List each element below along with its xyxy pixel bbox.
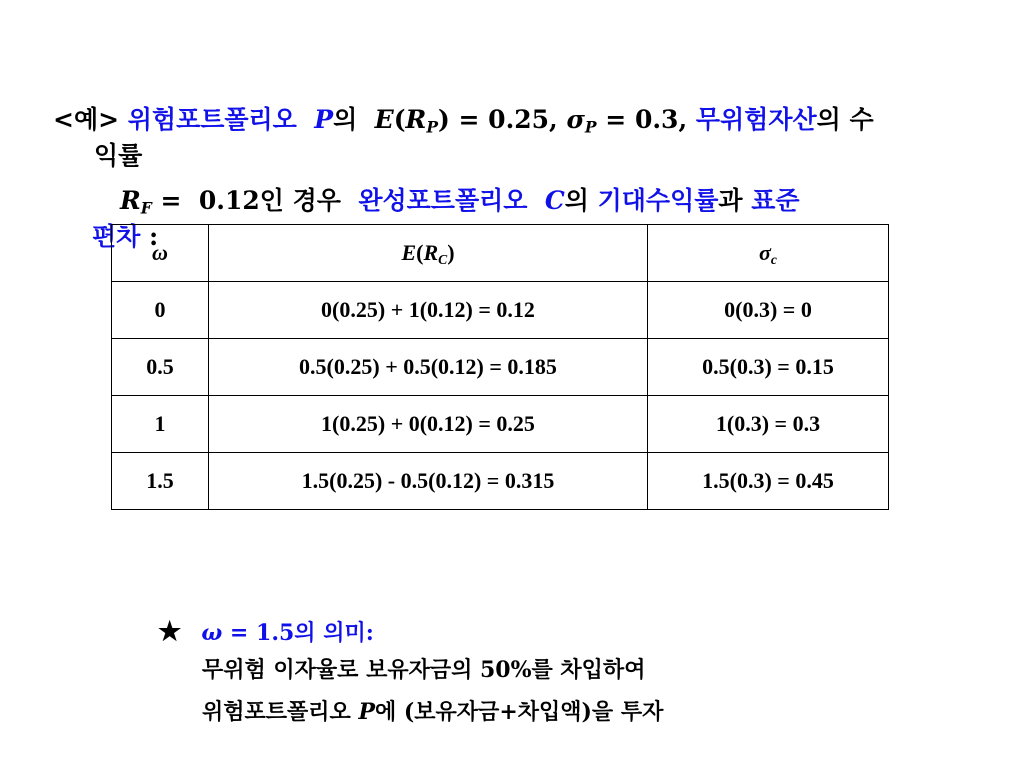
return-subscript-p: P: [426, 117, 438, 137]
note-heading: [158, 617, 374, 648]
rf-value: 0.12: [198, 186, 260, 215]
risk-free-rate-symbol: R: [120, 186, 141, 215]
sd-value: = 0.3,: [605, 105, 688, 134]
note-line-2: [202, 697, 663, 727]
expected-return-term: 기대수익률: [597, 186, 719, 215]
cell-sigma: 0.5(0.3) = 0.15: [648, 339, 889, 396]
portfolio-table: [111, 224, 889, 510]
note-line-2-b: 에 (보유자금+차입액)을 투자: [374, 699, 664, 725]
note-line-1: 무위험 이자율로 보유자금의 50%를 차입하여: [202, 657, 646, 683]
example-prefix: <예>: [53, 105, 120, 134]
rf-equals: =: [160, 186, 182, 215]
problem-line-3: [120, 184, 800, 218]
problem-line-2: [94, 139, 142, 173]
return-word-part1: 의 수: [816, 105, 874, 134]
standard-term: 표준: [751, 186, 800, 215]
risky-portfolio-term: 위험포트폴리오: [127, 105, 297, 134]
cell-sigma: 0(0.3) = 0: [648, 282, 889, 339]
in-case-text: 인 경우: [259, 186, 341, 215]
table-row: [112, 339, 889, 396]
colon: :: [149, 222, 159, 251]
problem-line-1: <예> 위험포트폴리오 P의 $E(R_P) = 0.25$, $\sigma_P = 0.3$, 무위험자산의 수: [53, 105, 874, 137]
particle-gwa: 과: [718, 186, 743, 215]
particle-ui-2: 의: [564, 186, 589, 215]
return-symbol: R: [405, 105, 427, 134]
note-line-2-a: 위험포트폴리오: [202, 699, 359, 725]
cell-expected-return: 1.5(0.25) - 0.5(0.12) = 0.315: [209, 453, 648, 510]
sigma-symbol: σ: [566, 105, 585, 134]
table-row: [112, 396, 889, 453]
cell-expected-return: 0(0.25) + 1(0.12) = 0.12: [209, 282, 648, 339]
expectation-symbol: E: [374, 105, 394, 134]
sigma-subscript-p: P: [584, 117, 597, 137]
header-expected-return: $E(R_C)$: [209, 225, 648, 282]
portfolio-symbol-c: C: [544, 186, 565, 215]
header-omega: ω: [112, 225, 209, 282]
cell-omega: 0: [112, 282, 209, 339]
cell-omega: 1: [112, 396, 209, 453]
star-icon: ★: [158, 617, 182, 647]
table-header-row: [112, 225, 889, 282]
risk-free-asset-term: 무위험자산: [695, 105, 817, 134]
cell-expected-return: 0.5(0.25) + 0.5(0.12) = 0.185: [209, 339, 648, 396]
deviation-term: 편차: [92, 222, 141, 251]
cell-expected-return: 1(0.25) + 0(0.12) = 0.25: [209, 396, 648, 453]
portfolio-symbol-p: P: [314, 105, 334, 134]
return-word-part2: 익률: [94, 141, 143, 170]
particle-ui: 의: [333, 105, 358, 134]
table-row: [112, 282, 889, 339]
table-row: [112, 453, 889, 510]
cell-sigma: 1.5(0.3) = 0.45: [648, 453, 889, 510]
cell-omega: 1.5: [112, 453, 209, 510]
note-portfolio-p: P: [358, 699, 375, 725]
cell-sigma: 1(0.3) = 0.3: [648, 396, 889, 453]
complete-portfolio-term: 완성포트폴리오: [358, 186, 528, 215]
header-sigma: $\sigma_c$: [648, 225, 889, 282]
risk-free-subscript: F: [140, 198, 152, 218]
mean-value: ) = 0.25,: [437, 105, 558, 134]
note-omega: ω: [201, 620, 223, 646]
cell-omega: 0.5: [112, 339, 209, 396]
note-heading-text: = 1.5의 의미:: [222, 620, 374, 646]
